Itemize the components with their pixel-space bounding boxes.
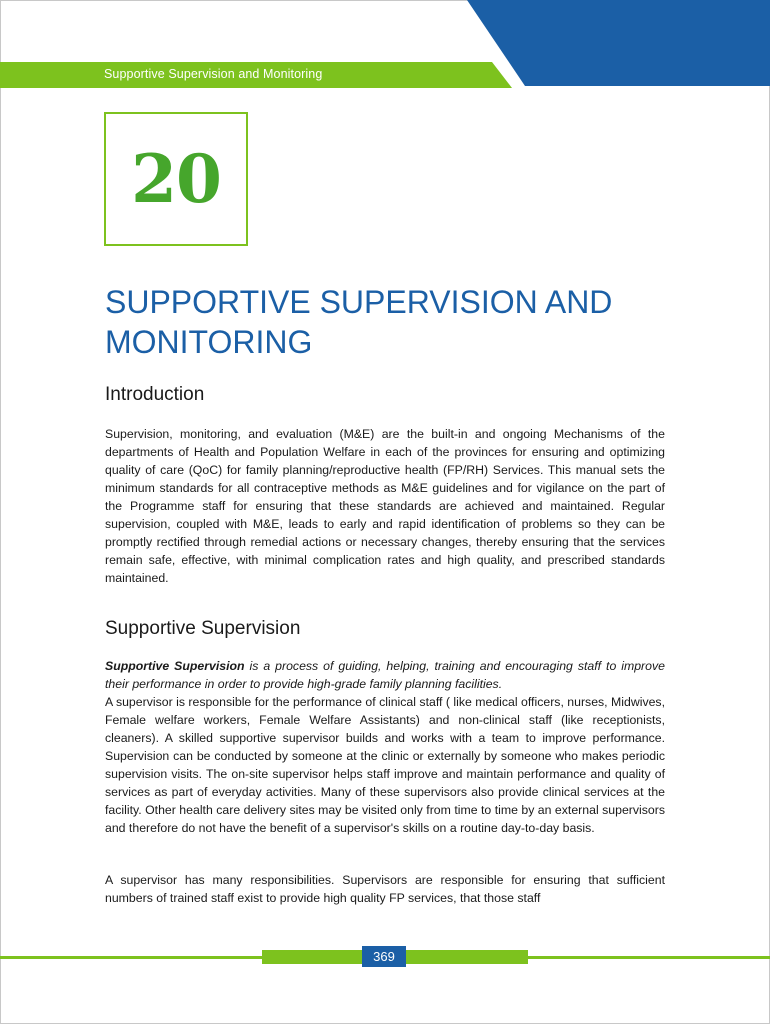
- definition-text: is a process of guiding, helping, training and encouraging staff to improve their performance in order to provide high-grade family planning facilities.: [105, 659, 665, 691]
- supervision-paragraph-2: A supervisor has many responsibilities. Supervisors are responsible for ensuring that sufficient numbers of trained staff exist to provide high quality FP services, that those staff: [105, 873, 665, 905]
- chapter-number-box: [104, 112, 248, 246]
- definition-paragraph: [105, 657, 665, 693]
- section-heading-introduction: Introduction: [105, 384, 205, 405]
- running-header: Supportive Supervision and Monitoring: [104, 67, 323, 81]
- definition-term: Supportive Supervision: [105, 659, 245, 673]
- supervision-paragraph-1: A supervisor is responsible for the performance of clinical staff ( like medical officers, nurses, Midwives, Female welfare workers, Female Welfare Assistants) and non-clinical staff (like receptionists, cleaners). A skilled supportive supervisor builds and works with a team to improve performance. Supervision can be conducted by someone at the clinic or externally by someone who makes periodic supervision visits. The on-site supervisor helps staff improve and maintain performance and quality of services as part of everyday activities. Many of these supervisors also provide clinical services at the facility. Other health care delivery sites may be visited only from time to time by an external supervisors and therefore do not have the benefit of a supervisor's skills on a routine day-to-day basis.: [105, 695, 665, 835]
- chapter-number: 20: [131, 140, 221, 218]
- page-number: 369: [362, 946, 406, 967]
- introduction-paragraph: Supervision, monitoring, and evaluation (M&E) are the built-in and ongoing Mechanisms of the departments of Health and Population Welfare in each of the provinces for ensuring and optimizing quality of care (QoC) for family planning/reproductive health (FP/RH) Services. This manual sets the minimum standards for all contraceptive methods as M&E guidelines and for vigilance on the part of the Programme staff for ensuring that these standards are achieved and maintained. Regular supervision, coupled with M&E, leads to early and rapid identification of problems so they can be promptly rectified through remedial actions or necessary changes, thereby ensuring that the services remain safe, effective, with minimal complication rates and high quality, and prescribed standards maintained.: [105, 427, 665, 585]
- section-heading-supportive-supervision: Supportive Supervision: [105, 618, 301, 639]
- chapter-title: SUPPORTIVE SUPERVISION AND MONITORING: [105, 284, 613, 360]
